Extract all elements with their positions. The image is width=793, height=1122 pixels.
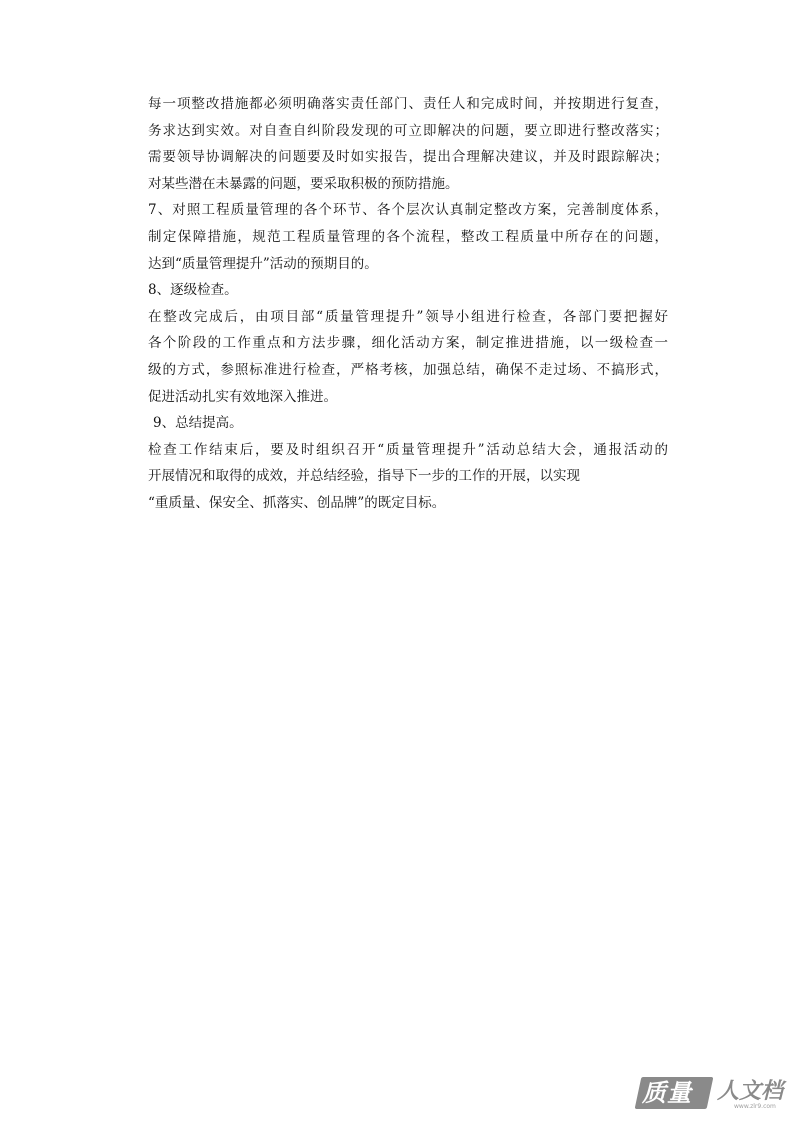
text-line: 各个阶段的工作重点和方法步骤，细化活动方案，制定推进措施，以一级检查一 <box>148 335 668 352</box>
text-line: 促进活动扎实有效地深入推进。 <box>148 388 337 405</box>
text-line: 需要领导协调解决的问题要及时如实报告，提出合理解决建议，并及时跟踪解决； <box>148 149 668 166</box>
text-line: 7、对照工程质量管理的各个环节、各个层次认真制定整改方案，完善制度体系， <box>148 202 668 219</box>
watermark-text: 人文档 <box>717 1079 784 1104</box>
site-watermark-logo <box>638 1077 783 1113</box>
text-line: 达到“质量管理提升”活动的预期目的。 <box>148 255 378 272</box>
section-heading: 9、总结提高。 <box>153 415 243 432</box>
text-line: 每一项整改措施都必须明确落实责任部门、责任人和完成时间，并按期进行复查， <box>148 96 668 112</box>
text-line: 制定保障措施，规范工程质量管理的各个流程，整改工程质量中所存在的问题， <box>148 228 668 245</box>
text-line: “重质量、保安全、抓落实、创品牌”的既定目标。 <box>148 494 446 511</box>
text-line: 对某些潜在未暴露的问题，要采取积极的预防措施。 <box>148 175 459 192</box>
section-heading: 8、逐级检查。 <box>148 282 238 299</box>
watermark-url: www.zlr9.com <box>734 1103 776 1110</box>
text-line: 在整改完成后，由项目部“质量管理提升”领导小组进行检查，各部门要把握好 <box>148 308 668 325</box>
text-line: 务求达到实效。对自查自纠阶段发现的可立即解决的问题，要立即进行整改落实； <box>148 122 668 139</box>
text-line: 检查工作结束后，要及时组织召开“质量管理提升”活动总结大会，通报活动的 <box>148 441 668 458</box>
text-line: 开展情况和取得的成效，并总结经验，指导下一步的工作的开展，以实现 <box>148 468 580 485</box>
document-body <box>148 91 668 517</box>
watermark-badge-text: 质量 <box>642 1079 692 1107</box>
text-line: 级的方式，参照标准进行检查，严格考核，加强总结，确保不走过场、不搞形式， <box>148 361 668 378</box>
